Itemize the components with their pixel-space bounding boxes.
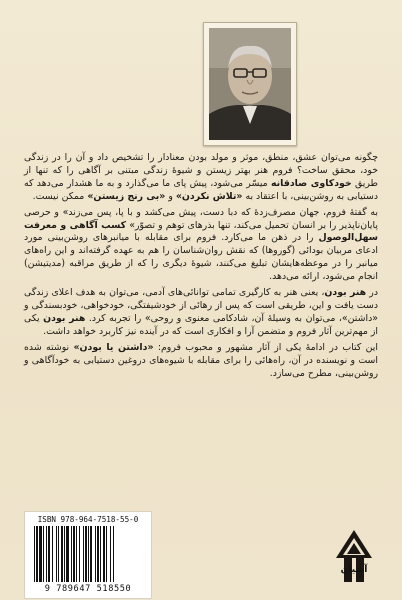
text-segment: در [369,287,378,299]
text-segment: یکی از مهم‌ترین آثار فروم و متضمن آرا و افکاری است که در آینده نیز کاربرد خواهد داشت. [24,312,378,337]
emphasis-text: کسب آگاهی و معرفت سهل‌الوصول [24,219,378,244]
paragraph-2 [24,207,378,284]
publisher-name: آشیان [340,565,368,575]
barcode-number: 9 789647 518550 [44,584,132,594]
text-segment: را در ذهن ما می‌کارد. فروم برای مقابله با میانبرهای روشن‌بینی مورد ادعای مربیان بودائی (گوروها) که نقش روان‌شناسان را هم به عهده گرفته‌اند و این راه‌های میانبر را در موعظه‌هایشان تبلیغ می‌کنند، شیوهٔ دیگری را که از طریق مراقبه (مدیتیشن) انجام می‌شود، ارائه می‌دهد. [24,232,378,283]
isbn-label: ISBN 978-964-7518-55-0 [37,515,139,524]
emphasis-text: «بی‌ رنج‌ زیستن» [87,190,166,202]
text-segment: ، یعنی هنر به کارگیری تمامی توانائی‌های آدمی، می‌توان به هدف اعلای زندگی دست یافت و این، طریقی است که پس از رهائی از خودشیفتگی، خودخواهی، خودبسندگی و «داشتن»، می‌توان به وسیلهٔ آن، شادکامی معنوی و روحی» را تجربه کرد. [24,287,378,324]
emphasis-text: هنر بودن [324,287,367,299]
emphasis-text: «تلاش نکردن» [175,190,243,202]
text-segment: چگونه می‌توان عشق، منطق، موثر و مولد بودن معنادار را تشخیص داد و آن را در زندگی خود، محقق ساخت؟ فروم هنر بهتر زیستن و شیوهٔ زندگی مبتنی بر آگاهی را که تنها از طریق [24,152,378,189]
isbn-barcode [24,511,152,599]
back-cover-footer [0,500,402,600]
text-segment: ممکن نیست. [32,190,85,202]
text-segment: نوشته شده است و نویسنده در آن، راه‌هائی را برای مقابله با شیوه‌های دروغین دستیابی به خودآگاهی و روشن‌بینی، مطرح می‌سازد. [24,341,378,379]
author-photo-frame [203,22,297,146]
text-segment: به گفتهٔ فروم، جهان مصرف‌زدهٔ که دبا دست، پیش می‌کشد و با پا، پس می‌زند» و حرصی پایان‌ناپذیر را بر انسان تحمیل می‌کند، تنها بذرهای توهم و تصوّر» [24,206,379,231]
author-photo [209,28,291,140]
author-portrait-icon [209,28,291,140]
paragraph-3 [24,287,378,339]
text-segment: این کتاب در ادامهٔ یکی از آثار مشهور و محبوب فروم: [157,341,378,353]
text-segment: و [168,190,173,202]
paragraph-4 [24,342,378,381]
paragraph-1 [24,152,378,204]
emphasis-text: خودکاوی صادقانه [270,177,352,189]
barcode-icon [34,526,142,584]
ashian-logo-icon [334,516,374,596]
back-cover-description [24,152,378,383]
text-segment: میسّر می‌شود، پیش پای ما می‌گذارد و به ما هشدار می‌دهد که دستیابی به روشن‌بینی، با اعتقاد به [24,177,378,202]
emphasis-text: هنر بودن [43,312,86,324]
emphasis-text: «داشتن یا بودن» [73,341,154,353]
